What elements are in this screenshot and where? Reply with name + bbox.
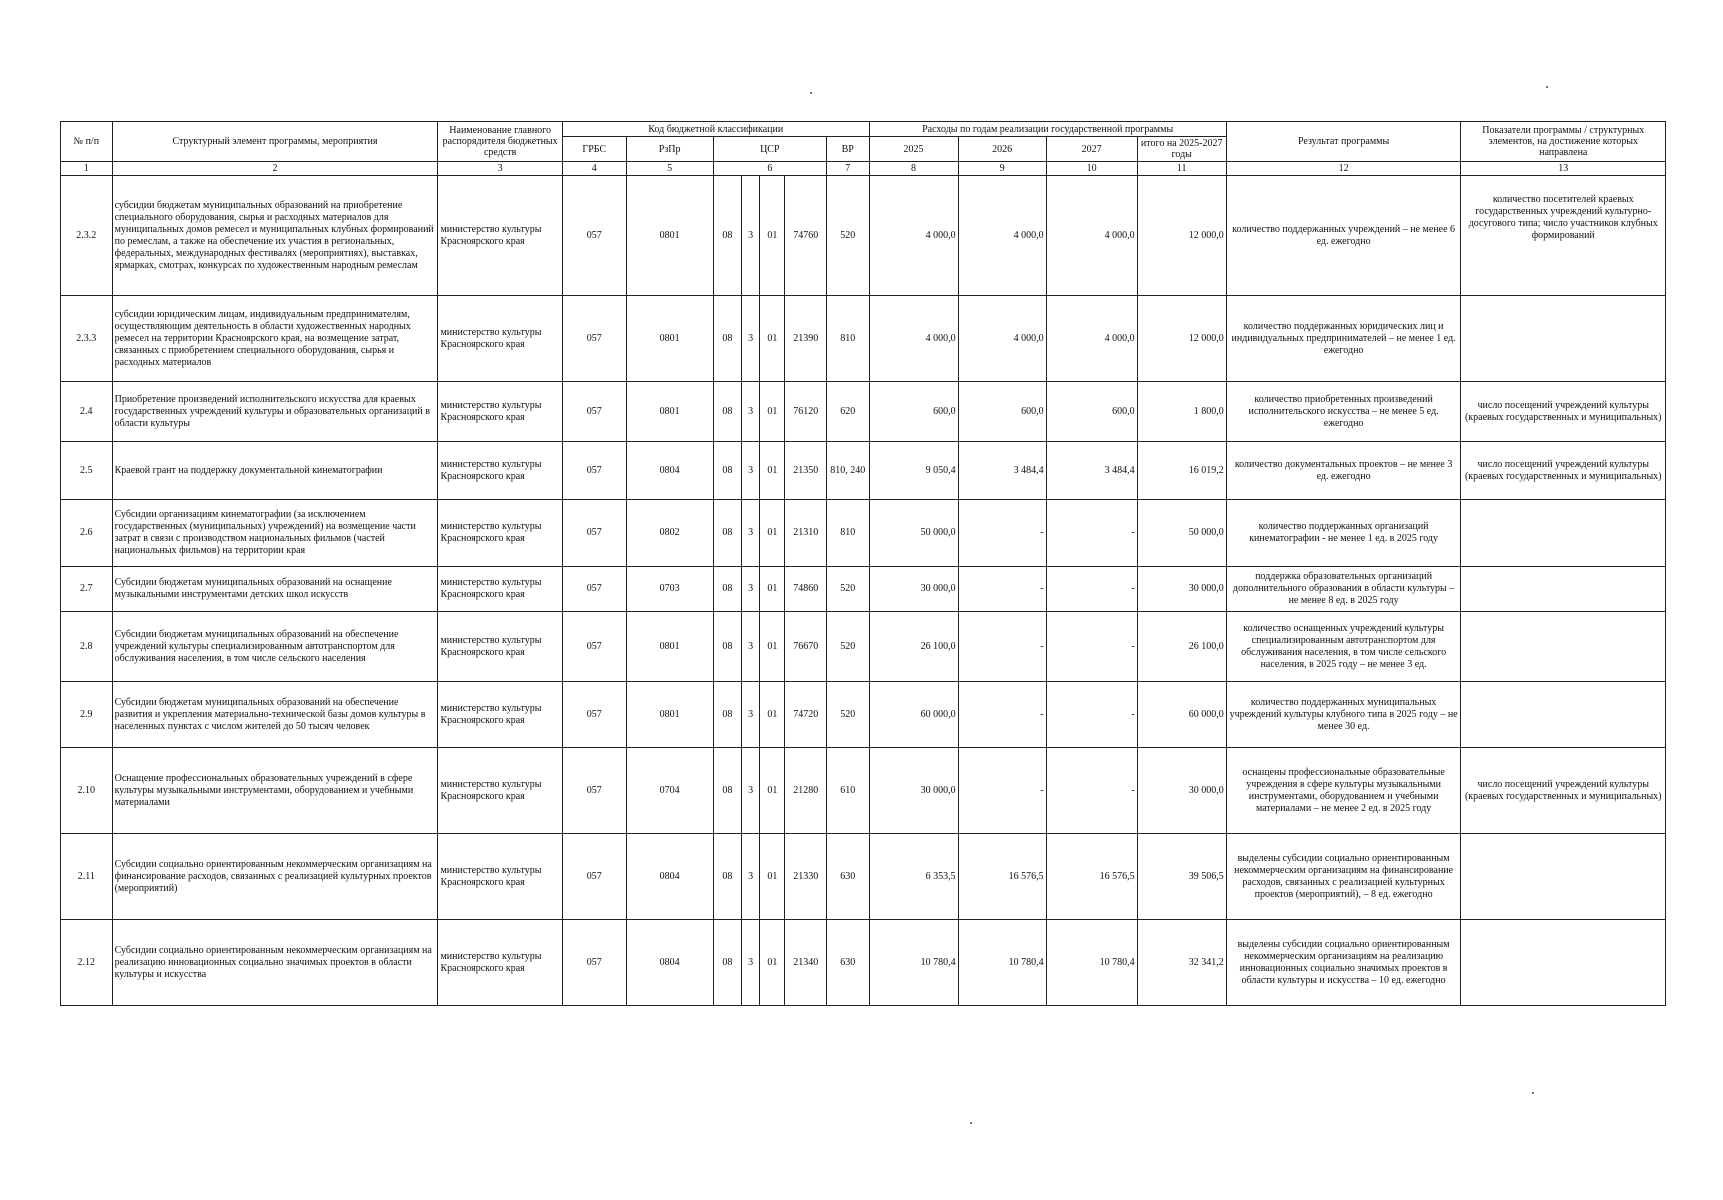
row-num: 2.7	[61, 567, 113, 612]
row-rzpr: 0804	[626, 920, 713, 1006]
row-total: 39 506,5	[1137, 834, 1226, 920]
column-number: 5	[626, 162, 713, 176]
row-indicator	[1461, 834, 1666, 920]
row-csr-1: 08	[713, 296, 741, 382]
column-number: 4	[562, 162, 626, 176]
row-csr-4: 74760	[785, 176, 826, 296]
budget-table	[60, 121, 1666, 1006]
row-indicator	[1461, 296, 1666, 382]
row-vr: 810	[826, 296, 869, 382]
row-num: 2.6	[61, 500, 113, 567]
row-2026: -	[958, 500, 1046, 567]
row-csr-1: 08	[713, 748, 741, 834]
row-csr-4: 74720	[785, 682, 826, 748]
header-result: Результат программы	[1226, 122, 1461, 162]
row-2025: 60 000,0	[869, 682, 958, 748]
row-2027: 4 000,0	[1046, 296, 1137, 382]
header-2027: 2027	[1046, 137, 1137, 162]
row-2026: 600,0	[958, 382, 1046, 442]
row-name: Субсидии социально ориентированным некоммерческим организациям на реализацию инновационных социально значимых проектов в области культуры и искусства	[112, 920, 438, 1006]
row-num: 2.3.2	[61, 176, 113, 296]
row-grbs-name: министерство культуры Красноярского края	[438, 442, 562, 500]
row-csr-3: 01	[760, 682, 785, 748]
budget-sheet	[60, 121, 1666, 1006]
row-name: Субсидии бюджетам муниципальных образований на обеспечение учреждений культуры специализированным автотранспортом для обслуживания населения, в том числе сельского населения	[112, 612, 438, 682]
row-csr-2: 3	[741, 612, 759, 682]
header-grbs: ГРБС	[562, 137, 626, 162]
column-number: 1	[61, 162, 113, 176]
row-grbs-name: министерство культуры Красноярского края	[438, 500, 562, 567]
column-number: 2	[112, 162, 438, 176]
row-csr-4: 21350	[785, 442, 826, 500]
row-name: Субсидии бюджетам муниципальных образований на оснащение музыкальными инструментами детских школ искусств	[112, 567, 438, 612]
row-total: 1 800,0	[1137, 382, 1226, 442]
row-name: Субсидии организациям кинематографии (за исключением государственных (муниципальных) учреждений) на возмещение части затрат в связи с производством национальных фильмов (частей национальных фильмов) на территории края	[112, 500, 438, 567]
row-total: 12 000,0	[1137, 176, 1226, 296]
row-csr-2: 3	[741, 834, 759, 920]
row-2027: -	[1046, 500, 1137, 567]
column-number: 6	[713, 162, 826, 176]
row-total: 60 000,0	[1137, 682, 1226, 748]
row-2027: -	[1046, 567, 1137, 612]
row-total: 30 000,0	[1137, 748, 1226, 834]
row-vr: 520	[826, 612, 869, 682]
row-grbs-name: министерство культуры Красноярского края	[438, 567, 562, 612]
row-csr-3: 01	[760, 442, 785, 500]
row-2026: 4 000,0	[958, 176, 1046, 296]
row-name: Оснащение профессиональных образовательных учреждений в сфере культуры музыкальными инструментами, оборудованием и учебными материалами	[112, 748, 438, 834]
row-vr: 520	[826, 682, 869, 748]
row-result: количество поддержанных муниципальных учреждений культуры клубного типа в 2025 году – не менее 30 ед.	[1226, 682, 1461, 748]
row-grbs: 057	[562, 748, 626, 834]
header-2025: 2025	[869, 137, 958, 162]
row-csr-1: 08	[713, 442, 741, 500]
row-csr-3: 01	[760, 920, 785, 1006]
row-indicator	[1461, 567, 1666, 612]
row-csr-2: 3	[741, 442, 759, 500]
row-csr-4: 21280	[785, 748, 826, 834]
row-2026: 4 000,0	[958, 296, 1046, 382]
row-grbs: 057	[562, 500, 626, 567]
row-csr-2: 3	[741, 500, 759, 567]
row-name: субсидии бюджетам муниципальных образований на приобретение специального оборудования, сырья и расходных материалов для муниципальных домов ремесел и муниципальных клубных формирований по ремеслам, а также на обеспечение их участия в региональных, федеральных, международных фестивалях (мероприятиях), выставках, ярмарках, смотрах, конкурсах по художественным народным ремеслам	[112, 176, 438, 296]
row-grbs: 057	[562, 296, 626, 382]
row-csr-2: 3	[741, 920, 759, 1006]
row-rzpr: 0801	[626, 682, 713, 748]
row-2025: 10 780,4	[869, 920, 958, 1006]
row-rzpr: 0801	[626, 296, 713, 382]
row-grbs: 057	[562, 176, 626, 296]
table-row	[61, 567, 1666, 612]
row-rzpr: 0801	[626, 176, 713, 296]
header-indicators: Показатели программы / структурных элементов, на достижение которых направлена	[1461, 122, 1666, 162]
row-csr-2: 3	[741, 176, 759, 296]
row-total: 32 341,2	[1137, 920, 1226, 1006]
row-grbs: 057	[562, 442, 626, 500]
row-csr-1: 08	[713, 567, 741, 612]
row-grbs: 057	[562, 612, 626, 682]
row-csr-2: 3	[741, 296, 759, 382]
scan-speck	[810, 92, 812, 94]
row-csr-4: 21390	[785, 296, 826, 382]
row-vr: 630	[826, 920, 869, 1006]
row-vr: 610	[826, 748, 869, 834]
row-csr-3: 01	[760, 834, 785, 920]
table-row	[61, 382, 1666, 442]
row-num: 2.11	[61, 834, 113, 920]
row-csr-1: 08	[713, 612, 741, 682]
row-csr-3: 01	[760, 612, 785, 682]
row-indicator	[1461, 920, 1666, 1006]
row-2027: 3 484,4	[1046, 442, 1137, 500]
header-csr: ЦСР	[713, 137, 826, 162]
row-rzpr: 0704	[626, 748, 713, 834]
row-2025: 600,0	[869, 382, 958, 442]
row-2025: 4 000,0	[869, 176, 958, 296]
row-csr-4: 76120	[785, 382, 826, 442]
table-row	[61, 920, 1666, 1006]
row-2025: 6 353,5	[869, 834, 958, 920]
row-2025: 9 050,4	[869, 442, 958, 500]
row-grbs-name: министерство культуры Красноярского края	[438, 682, 562, 748]
row-rzpr: 0801	[626, 612, 713, 682]
row-2025: 4 000,0	[869, 296, 958, 382]
row-csr-2: 3	[741, 748, 759, 834]
row-2027: 16 576,5	[1046, 834, 1137, 920]
header-expenses: Расходы по годам реализации государственной программы	[869, 122, 1226, 137]
row-vr: 620	[826, 382, 869, 442]
row-rzpr: 0802	[626, 500, 713, 567]
row-rzpr: 0801	[626, 382, 713, 442]
row-vr: 520	[826, 567, 869, 612]
column-number: 13	[1461, 162, 1666, 176]
row-grbs-name: министерство культуры Красноярского края	[438, 382, 562, 442]
row-grbs-name: министерство культуры Красноярского края	[438, 920, 562, 1006]
row-vr: 520	[826, 176, 869, 296]
row-result: количество приобретенных произведений исполнительского искусства – не менее 5 ед. ежегодно	[1226, 382, 1461, 442]
row-total: 50 000,0	[1137, 500, 1226, 567]
row-grbs: 057	[562, 682, 626, 748]
row-num: 2.9	[61, 682, 113, 748]
row-2026: -	[958, 682, 1046, 748]
column-number: 10	[1046, 162, 1137, 176]
row-num: 2.4	[61, 382, 113, 442]
row-csr-2: 3	[741, 382, 759, 442]
row-result: количество оснащенных учреждений культуры специализированным автотранспортом для обслуживания населения, в том числе сельского населения, в 2025 году – не менее 3 ед.	[1226, 612, 1461, 682]
column-number: 8	[869, 162, 958, 176]
row-vr: 630	[826, 834, 869, 920]
row-2027: 600,0	[1046, 382, 1137, 442]
table-body	[61, 176, 1666, 1006]
row-name: субсидии юридическим лицам, индивидуальным предпринимателям, осуществляющим деятельность в области художественных народных ремесел на территории Красноярского края, на возмещение затрат, связанных с приобретением специального оборудования, сырья и расходных материалов	[112, 296, 438, 382]
column-number: 11	[1137, 162, 1226, 176]
row-grbs: 057	[562, 920, 626, 1006]
row-csr-3: 01	[760, 296, 785, 382]
row-2025: 30 000,0	[869, 748, 958, 834]
row-grbs: 057	[562, 834, 626, 920]
row-result: количество документальных проектов – не менее 3 ед. ежегодно	[1226, 442, 1461, 500]
row-num: 2.3.3	[61, 296, 113, 382]
row-csr-4: 21310	[785, 500, 826, 567]
header-element: Структурный элемент программы, мероприятия	[112, 122, 438, 162]
row-2027: -	[1046, 612, 1137, 682]
row-result: количество поддержанных учреждений – не менее 6 ед. ежегодно	[1226, 176, 1461, 296]
row-result: количество поддержанных организаций кинематографии - не менее 1 ед. в 2025 году	[1226, 500, 1461, 567]
row-csr-2: 3	[741, 682, 759, 748]
row-csr-1: 08	[713, 382, 741, 442]
row-csr-4: 21340	[785, 920, 826, 1006]
column-number: 12	[1226, 162, 1461, 176]
table-row	[61, 500, 1666, 567]
header-num: № п/п	[61, 122, 113, 162]
row-csr-4: 21330	[785, 834, 826, 920]
header-budget-code: Код бюджетной классификации	[562, 122, 869, 137]
scan-speck	[1546, 86, 1548, 88]
row-csr-4: 76670	[785, 612, 826, 682]
table-row	[61, 612, 1666, 682]
row-csr-1: 08	[713, 682, 741, 748]
row-total: 16 019,2	[1137, 442, 1226, 500]
row-grbs-name: министерство культуры Красноярского края	[438, 176, 562, 296]
row-2026: 16 576,5	[958, 834, 1046, 920]
row-total: 30 000,0	[1137, 567, 1226, 612]
table-row	[61, 176, 1666, 296]
row-2027: 10 780,4	[1046, 920, 1137, 1006]
row-2026: -	[958, 612, 1046, 682]
header-vr: ВР	[826, 137, 869, 162]
row-2026: 3 484,4	[958, 442, 1046, 500]
row-grbs-name: министерство культуры Красноярского края	[438, 296, 562, 382]
row-csr-1: 08	[713, 834, 741, 920]
row-csr-3: 01	[760, 382, 785, 442]
row-indicator	[1461, 500, 1666, 567]
row-grbs-name: министерство культуры Красноярского края	[438, 834, 562, 920]
row-total: 26 100,0	[1137, 612, 1226, 682]
header-total: итого на 2025-2027 годы	[1137, 137, 1226, 162]
row-result: выделены субсидии социально ориентированным некоммерческим организациям на реализацию инновационных социально значимых проектов в области культуры и искусства – 10 ед. ежегодно	[1226, 920, 1461, 1006]
table-row	[61, 834, 1666, 920]
row-csr-2: 3	[741, 567, 759, 612]
row-2025: 26 100,0	[869, 612, 958, 682]
row-name: Краевой грант на поддержку документальной кинематографии	[112, 442, 438, 500]
row-2026: -	[958, 748, 1046, 834]
row-total: 12 000,0	[1137, 296, 1226, 382]
row-2027: -	[1046, 682, 1137, 748]
table-row	[61, 442, 1666, 500]
column-number: 7	[826, 162, 869, 176]
row-csr-3: 01	[760, 748, 785, 834]
table-row	[61, 296, 1666, 382]
row-2026: -	[958, 567, 1046, 612]
row-indicator: число посещений учреждений культуры (краевых государственных и муниципальных)	[1461, 442, 1666, 500]
scan-speck	[1532, 1092, 1534, 1094]
row-2025: 50 000,0	[869, 500, 958, 567]
row-csr-1: 08	[713, 920, 741, 1006]
row-indicator	[1461, 682, 1666, 748]
header-grbs-name: Наименование главного распорядителя бюджетных средств	[438, 122, 562, 162]
row-2025: 30 000,0	[869, 567, 958, 612]
row-vr: 810	[826, 500, 869, 567]
row-csr-1: 08	[713, 500, 741, 567]
row-num: 2.12	[61, 920, 113, 1006]
row-indicator: число посещений учреждений культуры (краевых государственных и муниципальных)	[1461, 382, 1666, 442]
column-number: 9	[958, 162, 1046, 176]
table-row	[61, 682, 1666, 748]
row-csr-4: 74860	[785, 567, 826, 612]
row-rzpr: 0703	[626, 567, 713, 612]
row-name: Субсидии бюджетам муниципальных образований на обеспечение развития и укрепления материально-технической базы домов культуры в населенных пунктах с числом жителей до 50 тысяч человек	[112, 682, 438, 748]
scan-speck	[970, 1122, 972, 1124]
row-indicator: число посещений учреждений культуры (краевых государственных и муниципальных)	[1461, 748, 1666, 834]
row-num: 2.10	[61, 748, 113, 834]
row-2027: 4 000,0	[1046, 176, 1137, 296]
row-name: Субсидии социально ориентированным некоммерческим организациям на финансирование расходов, связанных с реализацией культурных проектов (мероприятий)	[112, 834, 438, 920]
row-2026: 10 780,4	[958, 920, 1046, 1006]
row-rzpr: 0804	[626, 834, 713, 920]
row-rzpr: 0804	[626, 442, 713, 500]
row-indicator: количество посетителей краевых государственных учреждений культурно-досугового типа; число участников клубных формирований	[1461, 176, 1666, 296]
header-rzpr: РзПр	[626, 137, 713, 162]
row-2027: -	[1046, 748, 1137, 834]
row-num: 2.8	[61, 612, 113, 682]
row-vr: 810, 240	[826, 442, 869, 500]
row-grbs-name: министерство культуры Красноярского края	[438, 748, 562, 834]
row-csr-1: 08	[713, 176, 741, 296]
row-csr-3: 01	[760, 567, 785, 612]
row-grbs-name: министерство культуры Красноярского края	[438, 612, 562, 682]
row-csr-3: 01	[760, 176, 785, 296]
row-name: Приобретение произведений исполнительского искусства для краевых государственных учреждений культуры и образовательных организаций в области культуры	[112, 382, 438, 442]
row-grbs: 057	[562, 567, 626, 612]
row-grbs: 057	[562, 382, 626, 442]
column-number: 3	[438, 162, 562, 176]
row-csr-3: 01	[760, 500, 785, 567]
row-result: поддержка образовательных организаций дополнительного образования в области культуры – не менее 8 ед. в 2025 году	[1226, 567, 1461, 612]
row-result: количество поддержанных юридических лиц и индивидуальных предпринимателей – не менее 1 ед. ежегодно	[1226, 296, 1461, 382]
table-row	[61, 748, 1666, 834]
row-indicator	[1461, 612, 1666, 682]
header-2026: 2026	[958, 137, 1046, 162]
row-result: оснащены профессиональные образовательные учреждения в сфере культуры музыкальными инструментами, оборудованием и учебными материалами – не менее 2 ед. в 2025 году	[1226, 748, 1461, 834]
row-result: выделены субсидии социально ориентированным некоммерческим организациям на финансирование расходов, связанных с реализацией культурных проектов (мероприятий), – 8 ед. ежегодно	[1226, 834, 1461, 920]
row-num: 2.5	[61, 442, 113, 500]
table-header	[61, 122, 1666, 176]
